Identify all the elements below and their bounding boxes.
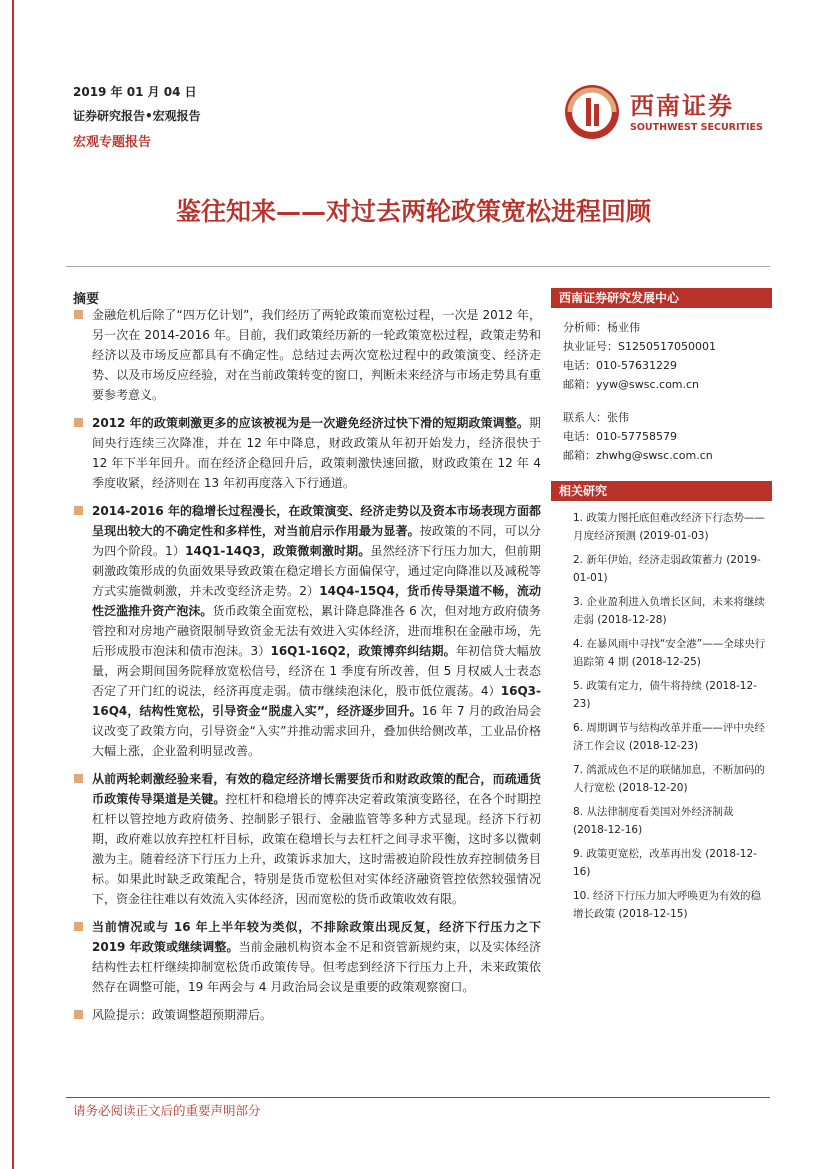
bullet-icon: [74, 506, 83, 515]
report-subtype: 宏观专题报告: [73, 135, 152, 150]
related-research-item[interactable]: 2. 新年伊始，经济走弱政策蓄力 (2019-01-01): [573, 554, 761, 584]
report-type: 证券研究报告•宏观报告: [73, 109, 201, 123]
report-date: 2019 年 01 月 04 日: [73, 85, 197, 99]
bullet-icon: [74, 310, 83, 319]
analyst-cert: 执业证号：S1250517050001: [563, 340, 716, 353]
risk-warning: 风险提示：政策调整超预期滞后。: [66, 1005, 541, 1025]
contact-phone: 电话：010-57758579: [563, 430, 677, 443]
related-research-item[interactable]: 1. 政策力图托底但难改经济下行态势——月度经济预测 (2019-01-03): [573, 512, 765, 542]
research-center-header: 西南证券研究发展中心: [551, 288, 772, 308]
related-research-item[interactable]: 10. 经济下行压力加大呼唤更为有效的稳增长政策 (2018-12-15): [573, 890, 762, 920]
footer-divider: [66, 1097, 770, 1098]
logo-mark-icon: [562, 82, 622, 142]
bullet-icon: [74, 922, 83, 931]
bullet-icon: [74, 774, 83, 783]
analyst-email[interactable]: 邮箱：yyw@swsc.com.cn: [563, 378, 700, 391]
analyst-phone: 电话：010-57631229: [563, 359, 677, 372]
related-research-item[interactable]: 3. 企业盈利进入负增长区间，未来将继续走弱 (2018-12-28): [573, 596, 765, 626]
related-research-item[interactable]: 5. 政策有定力，债牛将持续 (2018-12-23): [573, 680, 757, 710]
page-title: 鉴往知来——对过去两轮政策宽松进程回顾: [175, 197, 651, 226]
bullet-icon: [74, 418, 83, 427]
summary-heading: 摘要: [73, 292, 100, 307]
analyst-name: 分析师：杨业伟: [563, 321, 640, 334]
summary-body: [66, 305, 541, 1033]
title-divider: [66, 266, 770, 267]
related-research-item[interactable]: 6. 周期调节与结构改革并重——评中央经济工作会议 (2018-12-23): [573, 722, 765, 752]
logo-english-text: SOUTHWEST SECURITIES: [630, 122, 763, 133]
logo-chinese-text: 西南证券: [630, 91, 734, 120]
contact-email[interactable]: 邮箱：zhwhg@swsc.com.cn: [563, 449, 713, 462]
related-research-item[interactable]: 4. 在暴风雨中寻找“安全港”——全球央行追踪第 4 期 (2018-12-25): [573, 638, 766, 668]
sidebar: [551, 288, 772, 929]
related-research-item[interactable]: 9. 政策更宽松，改革再出发 (2018-12-16): [573, 848, 757, 878]
analyst-contacts: [551, 308, 772, 465]
related-research-header: 相关研究: [551, 481, 772, 501]
summary-paragraph-2: 2012 年的政策刺激更多的应该被视为是一次避免经济过快下滑的短期政策调整。期间央行连续三次降准，并在 12 年中降息，财政政策从年初开始发力，经济很快于 12 年下半年回升。而在经济企稳回升后，政策刺激快速回撤，财政政策在 12 年 4 季度收紧，经济则在 13 年初再度落入下行通道。: [66, 413, 541, 493]
summary-paragraph-1: 金融危机后除了“四万亿计划”，我们经历了两轮政策而宽松过程，一次是 2012 年，另一次在 2014-2016 年。目前，我们政策经历新的一轮政策宽松过程，政策走势和经济以及市场反应都具有不确定性。总结过去两次宽松过程中的政策演变、经济走势、以及市场反应经验，对在当前政策转变的窗口，判断未来经济与市场走势具有重要参考意义。: [66, 305, 541, 405]
summary-paragraph-5: 当前情况或与 16 年上半年较为类似，不排除政策出现反复，经济下行压力之下 2019 年政策或继续调整。当前金融机构资本金不足和资管新规约束，以及实体经济结构性去杠杆继续抑制宽松货币政策传导。但考虑到经济下行压力上升，未来政策依然存在调整可能，19 年两会与 4 月政治局会议是重要的政策观察窗口。: [66, 917, 541, 997]
related-research-item[interactable]: 8. 从法律制度看美国对外经济制裁 (2018-12-16): [573, 806, 734, 836]
company-logo: [562, 82, 772, 142]
contact-name: 联系人：张伟: [563, 411, 629, 424]
related-research-list: [551, 501, 772, 923]
footer-disclaimer: 请务必阅读正文后的重要声明部分: [73, 1103, 261, 1118]
left-accent-bar: [12, 0, 14, 1169]
summary-paragraph-3: 2014-2016 年的稳增长过程漫长，在政策演变、经济走势以及资本市场表现方面都呈现出较大的不确定性和多样性，对当前启示作用最为显著。按政策的不同，可以分为四个阶段。1）14Q1-14Q3，政策微刺激时期。虽然经济下行压力加大，但前期刺激政策形成的负面效果导致政策在稳定增长方面偏保守，通过定向降准以及减税等方式实施微刺激，并未改变经济走势。2）14Q4-15Q4，货币传导渠道不畅，流动性泛滥推升资产泡沫。货币政策全面宽松，累计降息降准各 6 次，但对地方政府债务管控和对房地产融资限制导致资金无法有效进入实体经济，进而堆积在金融市场，先后形成股市泡沫和债市泡沫。3）16Q1-16Q2，政策博弈纠结期。年初信贷大幅放量，两会期间国务院释放宽松信号，经济在 1 季度有所改善，但 5 月权威人士表态否定了开门红的说法，经济再度走弱。债市继续泡沫化，股市低位震荡。4）16Q3-16Q4，结构性宽松，引导资金“脱虚入实”，经济逐步回升。16 年 7 月的政治局会议改变了政策方向，引导资金“入实”并推动需求回升，叠加供给侧改革，工业品价格大幅上涨，企业盈利明显改善。: [66, 501, 541, 761]
related-research-item[interactable]: 7. 鸽派成色不足的联储加息，不断加码的人行宽松 (2018-12-20): [573, 764, 765, 794]
summary-paragraph-4: 从前两轮刺激经验来看，有效的稳定经济增长需要货币和财政政策的配合，而疏通货币政策传导渠道是关键。控杠杆和稳增长的博弈决定着政策演变路径，在各个时期控杠杆以管控地方政府债务、控制影子银行、金融监管等多种方式显现。经济下行初期，政府难以放弃控杠杆目标，政策在稳增长与去杠杆之间寻求平衡，这时多以微刺激为主。随着经济下行压力上升，政策诉求加大，这时需被迫阶段性放弃控制债务目标。如果此时缺乏政策配合，特别是货币宽松但对实体经济融资管控依然较强情况下，资金往往难以有效流入实体经济，因而宽松的货币政策收效有限。: [66, 769, 541, 909]
bullet-icon: [74, 1010, 83, 1019]
